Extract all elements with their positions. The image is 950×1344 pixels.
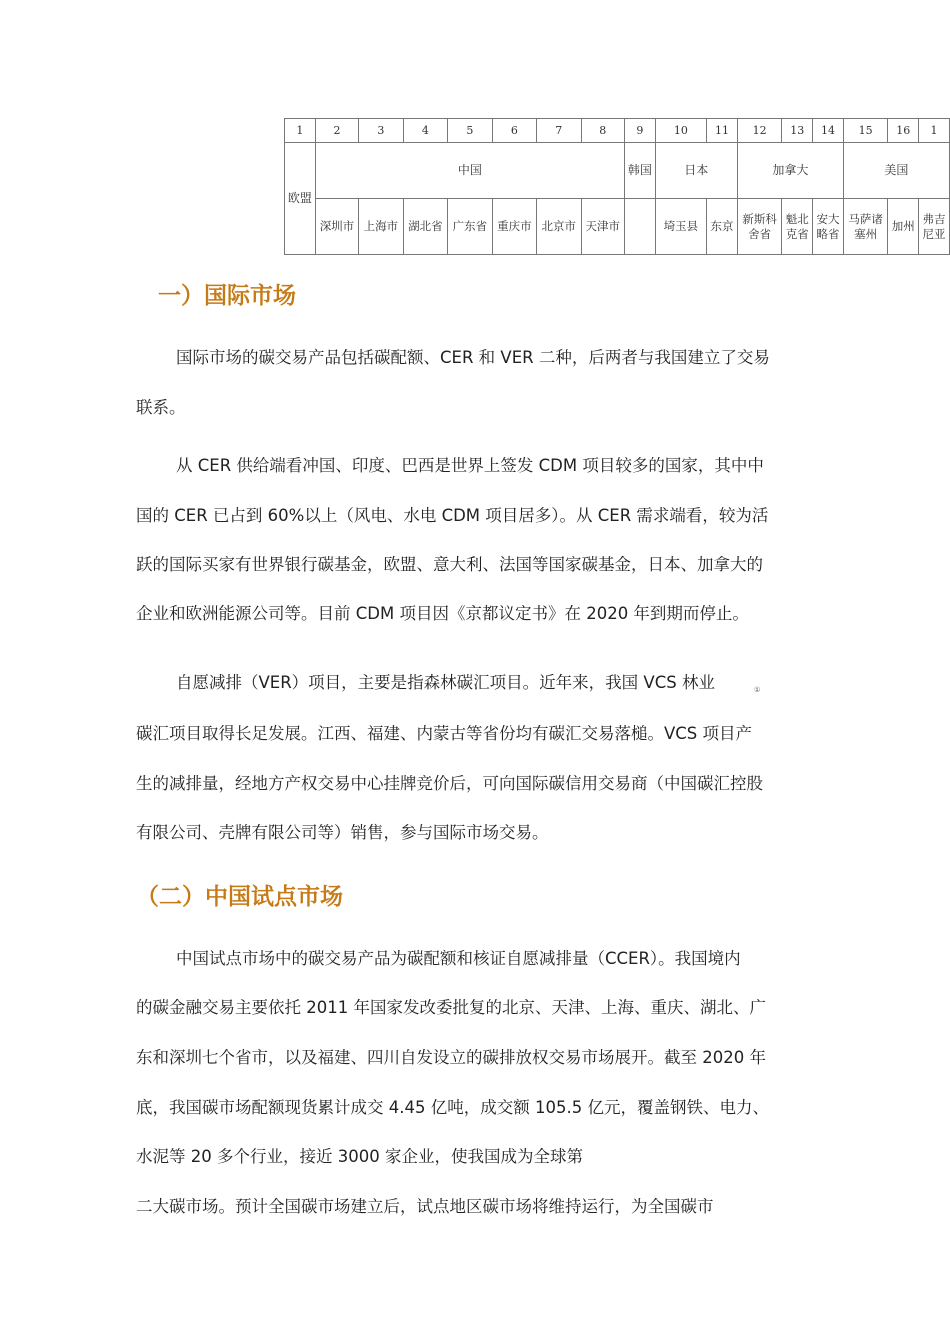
table-number-row: [285, 119, 950, 143]
table-clip: [0, 0, 950, 300]
carbon-market-table: [284, 118, 950, 255]
paragraph-line: 自愿减排（VER）项目，主要是指森林碳汇项目。近年来，我国 VCS 林业: [176, 673, 715, 692]
table-cell-region: [625, 199, 656, 255]
table-cell-country: 日本: [655, 143, 737, 199]
paragraph-line: 有限公司、壳牌有限公司等）销售，参与国际市场交易。: [136, 823, 549, 842]
table-cell: 4: [403, 119, 447, 143]
paragraph-line: 东和深圳七个省市，以及福建、四川自发设立的碳排放权交易市场展开。截至 2020 年: [136, 1048, 766, 1067]
table-cell-region: 广东省: [448, 199, 492, 255]
table-cell: 16: [888, 119, 919, 143]
section-heading-china-pilot: （二）中国试点市场: [136, 884, 343, 910]
table-cell: 10: [655, 119, 706, 143]
table-cell-country: 加拿大: [737, 143, 843, 199]
table-cell: 1: [285, 119, 316, 143]
table-cell: 8: [581, 119, 624, 143]
table-cell-region: 天津市: [581, 199, 624, 255]
paragraph-line: 联系。: [136, 398, 186, 417]
table-cell-region: 深圳市: [315, 199, 358, 255]
table-cell-country: 韩国: [625, 143, 656, 199]
table-cell: 5: [448, 119, 492, 143]
table-cell-eu: 欧盟: [285, 143, 316, 255]
section-heading-international: 一）国际市场: [158, 283, 296, 309]
table-cell: 3: [359, 119, 403, 143]
table-cell: 12: [737, 119, 782, 143]
table-cell-region: 新斯科舍省: [737, 199, 782, 255]
table-cell-country: 中国: [315, 143, 624, 199]
paragraph-line: 中国试点市场中的碳交易产品为碳配额和核证自愿减排量（CCER）。我国境内: [176, 949, 741, 968]
table-cell: 15: [843, 119, 888, 143]
table-cell: 1: [919, 119, 950, 143]
paragraph-line: 底，我国碳市场配额现货累计成交 4.45 亿吨，成交额 105.5 亿元，覆盖钢铁、电力、: [136, 1098, 769, 1117]
paragraph-line: 水泥等 20 多个行业，接近 3000 家企业，使我国成为全球第: [136, 1147, 583, 1166]
paragraph-line: 碳汇项目取得长足发展。江西、福建、内蒙古等省份均有碳汇交易落槌。VCS 项目产: [136, 724, 753, 743]
table-cell-region: 湖北省: [403, 199, 447, 255]
table-cell-country: 美国: [843, 143, 949, 199]
table-cell-region: 马萨诸塞州: [843, 199, 888, 255]
table-country-row: [285, 143, 950, 199]
table-cell-region: 上海市: [359, 199, 403, 255]
paragraph-line: 企业和欧洲能源公司等。目前 CDM 项目因《京都议定书》在 2020 年到期而停止。: [136, 604, 749, 623]
table-cell-region: 重庆市: [492, 199, 536, 255]
footnote-marker: ①: [754, 686, 761, 694]
paragraph-line: 从 CER 供给端看冲国、印度、巴西是世界上签发 CDM 项目较多的国家，其中中: [176, 456, 764, 475]
table-cell-region: 北京市: [537, 199, 581, 255]
table-cell-region: 东京: [707, 199, 738, 255]
table-cell: 2: [315, 119, 358, 143]
table-cell-region: 弗吉尼亚: [919, 199, 950, 255]
paragraph-line: 跃的国际买家有世界银行碳基金，欧盟、意大利、法国等国家碳基金，日本、加拿大的: [136, 555, 763, 574]
table-cell: 6: [492, 119, 536, 143]
table-cell-region: 魁北克省: [782, 199, 813, 255]
table-cell: 14: [813, 119, 844, 143]
table-cell: 11: [707, 119, 738, 143]
table-cell-region: 埼玉县: [655, 199, 706, 255]
table-region-row: [285, 199, 950, 255]
table-cell-region: 安大略省: [813, 199, 844, 255]
table-cell: 9: [625, 119, 656, 143]
paragraph-line: 生的减排量，经地方产权交易中心挂牌竞价后，可向国际碳信用交易商（中国碳汇控股: [136, 774, 763, 793]
paragraph-line: 国际市场的碳交易产品包括碳配额、CER 和 VER 二种，后两者与我国建立了交易: [176, 348, 770, 367]
table-cell-region: 加州: [888, 199, 919, 255]
paragraph-line: 二大碳市场。预计全国碳市场建立后，试点地区碳市场将维持运行，为全国碳市: [136, 1197, 714, 1216]
table-cell: 13: [782, 119, 813, 143]
paragraph-line: 国的 CER 已占到 60%以上（风电、水电 CDM 项目居多）。从 CER 需求端看，较为活: [136, 506, 769, 525]
table-cell: 7: [537, 119, 581, 143]
paragraph-line: 的碳金融交易主要依托 2011 年国家发改委批复的北京、天津、上海、重庆、湖北、广: [136, 998, 766, 1017]
